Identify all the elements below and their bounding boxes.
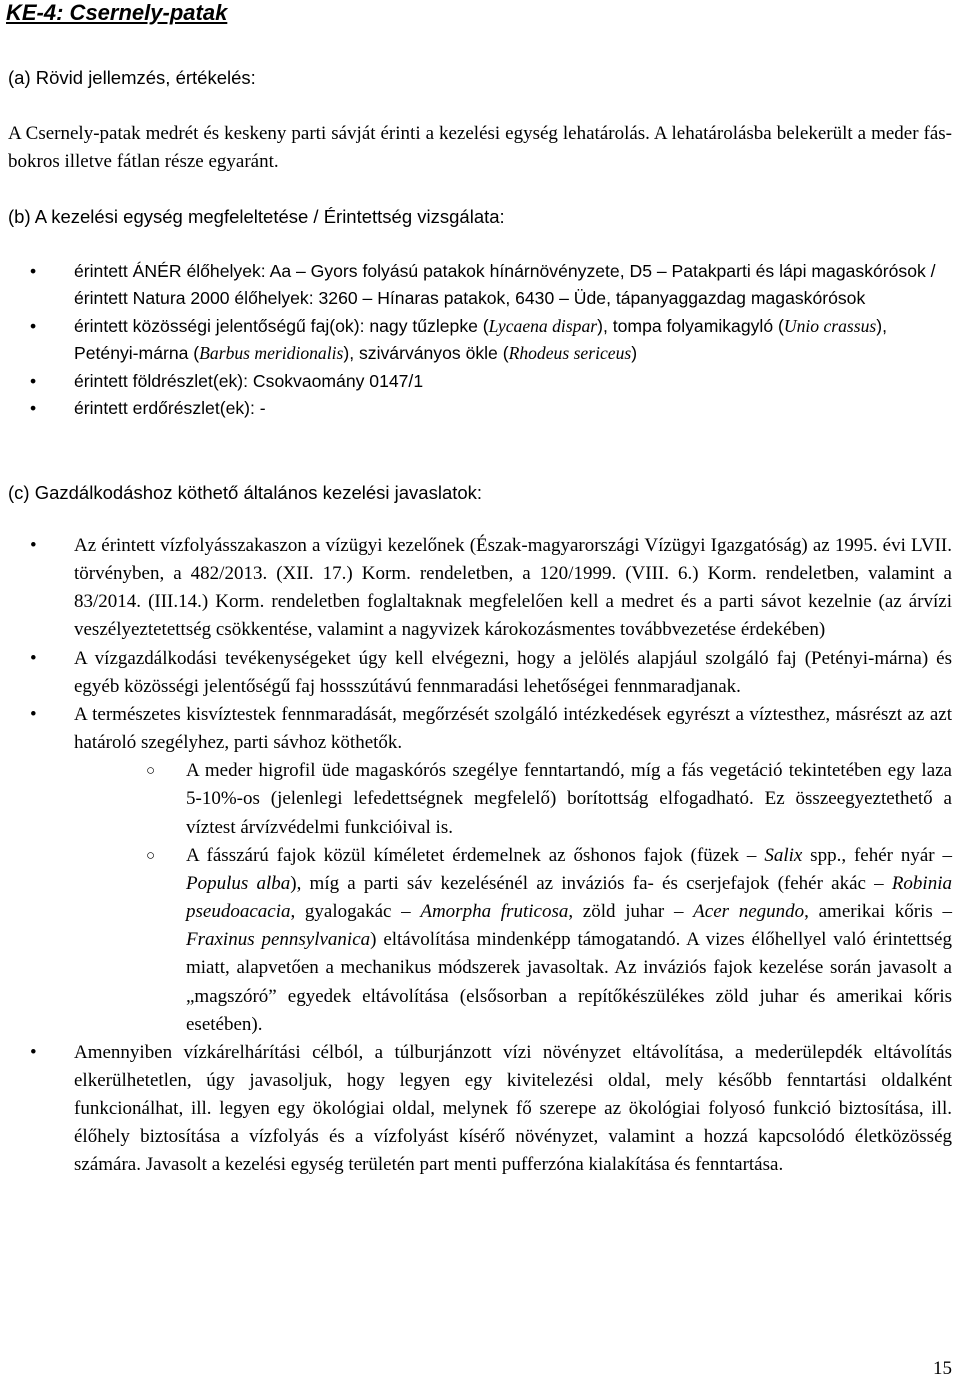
bullet-disc: • bbox=[30, 535, 37, 556]
page-number: 15 bbox=[933, 1358, 952, 1379]
sub-list-item: ○ A meder higrofil üde magaskórós szegélye fenntartandó, míg a fás vegetáció tekintetében egy laza 5-10%-os (jelenlegi lefedettségnek megfelelő) borítottság elfogadható. Ez összeegyeztethető a víztest árvízvédelmi funkcióival is. bbox=[74, 757, 952, 841]
list-item: • Az érintett vízfolyásszakaszon a vízügyi kezelőnek (Észak-magyarországi Vízügyi Igazgatóság) az 1995. évi LVII. törvényben, a 482/2013. (XII. 17.) Korm. rendeletben, a 120/1999. (VIII. 6.) Korm. rendeletben, valamint a 83/2014. (III.14.) Korm. rendeletben foglaltaknak megfelelően kell a medret és a parti sávot kezelnie (az árvízi veszélyeztetettség csökkentése, valamint a nagyvizek károkozásmentes továbbvezetése érdekében) bbox=[0, 532, 952, 645]
page-title: KE-4: Csernely-patak bbox=[6, 0, 228, 25]
section-a-heading: (a) Rövid jellemzés, értékelés: bbox=[8, 67, 256, 88]
species-text: érintett közösségi jelentőségű faj(ok): nagy tűzlepke (Lycaena dispar), tompa folyamikagyló (Unio crassus), Petényi-márna (Barbus meridionalis), szivárványos ökle (Rhodeus sericeus) bbox=[74, 315, 888, 364]
forest-parcel-text: érintett erdőrészlet(ek): - bbox=[74, 398, 266, 419]
bullet-disc: • bbox=[30, 703, 37, 725]
habitat-text: érintett ÁNÉR élőhelyek: Aa – Gyors folyású patakok hínárnövényzete, D5 – Patakparti és lápi magaskórósok / érintett Natura 2000 élőhelyek: 3260 – Hínaras patakok, 6430 – Üde, tápanyaggazdag magaskórósok bbox=[74, 261, 936, 309]
sub-list-item: ○ A fásszárú fajok közül kíméletet érdemelnek az őshonos fajok (füzek – Salix spp., fehér nyár – Populus alba), míg a parti sáv kezelésénél az inváziós fa- és cserjefajok (fehér akác – Robinia pseudoacacia, gyalogakác – Amorpha fruticosa, zöld juhar – Acer negundo, amerikai kőris – Fraxinus pennsylvanica) eltávolítása mindenképp támogatandó. A vizes élőhellyel való érintettség miatt, alapvetően a mechanikus módszerek javasoltak. Az inváziós fajok kezelése során javasolt a „magszóró” egyedek eltávolítása (elsősorban a repítőkészülékes zöld juhar és amerikai kőris esetében). bbox=[74, 842, 952, 1039]
bullet-disc: • bbox=[30, 1041, 37, 1063]
sub-list bbox=[74, 757, 952, 1039]
section-b-heading: (b) A kezelési egység megfeleltetése / Érintettség vizsgálata: bbox=[8, 206, 505, 227]
bullet-disc: • bbox=[30, 261, 37, 281]
bullet-disc: • bbox=[30, 370, 37, 391]
bullet-circle: ○ bbox=[146, 763, 156, 780]
section-a-text: A Csernely-patak medrét és keskeny parti sávját érinti a kezelési egység lehatárolás. A lehatárolásba belekerült a meder fás-bokros illetve fátlan része egyaránt. bbox=[8, 123, 952, 173]
list-item bbox=[0, 368, 952, 395]
list-item bbox=[0, 313, 952, 368]
list-item bbox=[0, 395, 952, 422]
section-c-heading: (c) Gazdálkodáshoz köthető általános kezelési javaslatok: bbox=[8, 482, 483, 503]
bullet-disc: • bbox=[30, 647, 37, 669]
list-item bbox=[0, 258, 952, 313]
list-item: • Amennyiben vízkárelhárítási célból, a túlburjánzott vízi növényzet eltávolítása, a mederülepdék eltávolítás elkerülhetetlen, úgy javasoljuk, hogy legyen egy kivitelezési oldal, mely később fenntartási oldalként funkcionálhat, ill. legyen egy ökológiai oldal, melynek fő szerepe az ökológiai folyosó funkció biztosítása, ill. élőhely biztosítása a vízfolyás és a vízfolyást kísérő növényzet, valamint a hozzá kapcsolódó életközösség számára. Javasolt a kezelési egység területén part menti pufferzóna kialakítása és fenntartása. bbox=[0, 1039, 952, 1180]
bullet-disc: • bbox=[30, 398, 37, 419]
bullet-disc: • bbox=[30, 315, 37, 336]
section-b-list bbox=[0, 258, 952, 422]
land-parcel-text: érintett földrészlet(ek): Csokvaomány 0147/1 bbox=[74, 370, 424, 391]
list-item: • A természetes kisvíztestek fennmaradását, megőrzését szolgáló intézkedések egyrészt a víztesthez, másrészt az azt határoló szegélyhez, parti sávhoz köthetők. ○ A meder higrofil üde magaskórós szegélye fenntartandó, míg a fás vegetáció tekintetében egy laza 5-10%-os (jelenlegi lefedettségnek megfelelő) borítottság elfogadható. Ez összeegyeztethető a víztest árvízvédelmi funkcióival is. ○ A fásszárú fajok közül kíméletet érdemelnek az őshonos fajok (füzek – Salix spp., fehér nyár – Populus alba), míg a parti sáv kezelésénél az inváziós fa- és cserjefajok (fehér akác – Robinia pseudoacacia, gyalogakác – Amorpha fruticosa, zöld juhar – Acer negundo, amerikai kőris – Fraxinus pennsylvanica) eltávolítása mindenképp támogatandó. A vizes élőhellyel való érintettség miatt, alapvetően a mechanikus módszerek javasoltak. Az inváziós fajok kezelése során javasolt a „magszóró” egyedek eltávolítása (elsősorban a repítőkészülékes zöld juhar és amerikai kőris esetében). bbox=[0, 701, 952, 1039]
list-item: • A vízgazdálkodási tevékenységeket úgy kell elvégezni, hogy a jelölés alapjául szolgáló faj (Petényi-márna) és egyéb közösségi jelentőségű faj hossszútávú fennmaradási lehetőségei fennmaradjanak. bbox=[0, 645, 952, 701]
bullet-circle: ○ bbox=[146, 847, 156, 864]
section-c-list bbox=[0, 532, 952, 1180]
